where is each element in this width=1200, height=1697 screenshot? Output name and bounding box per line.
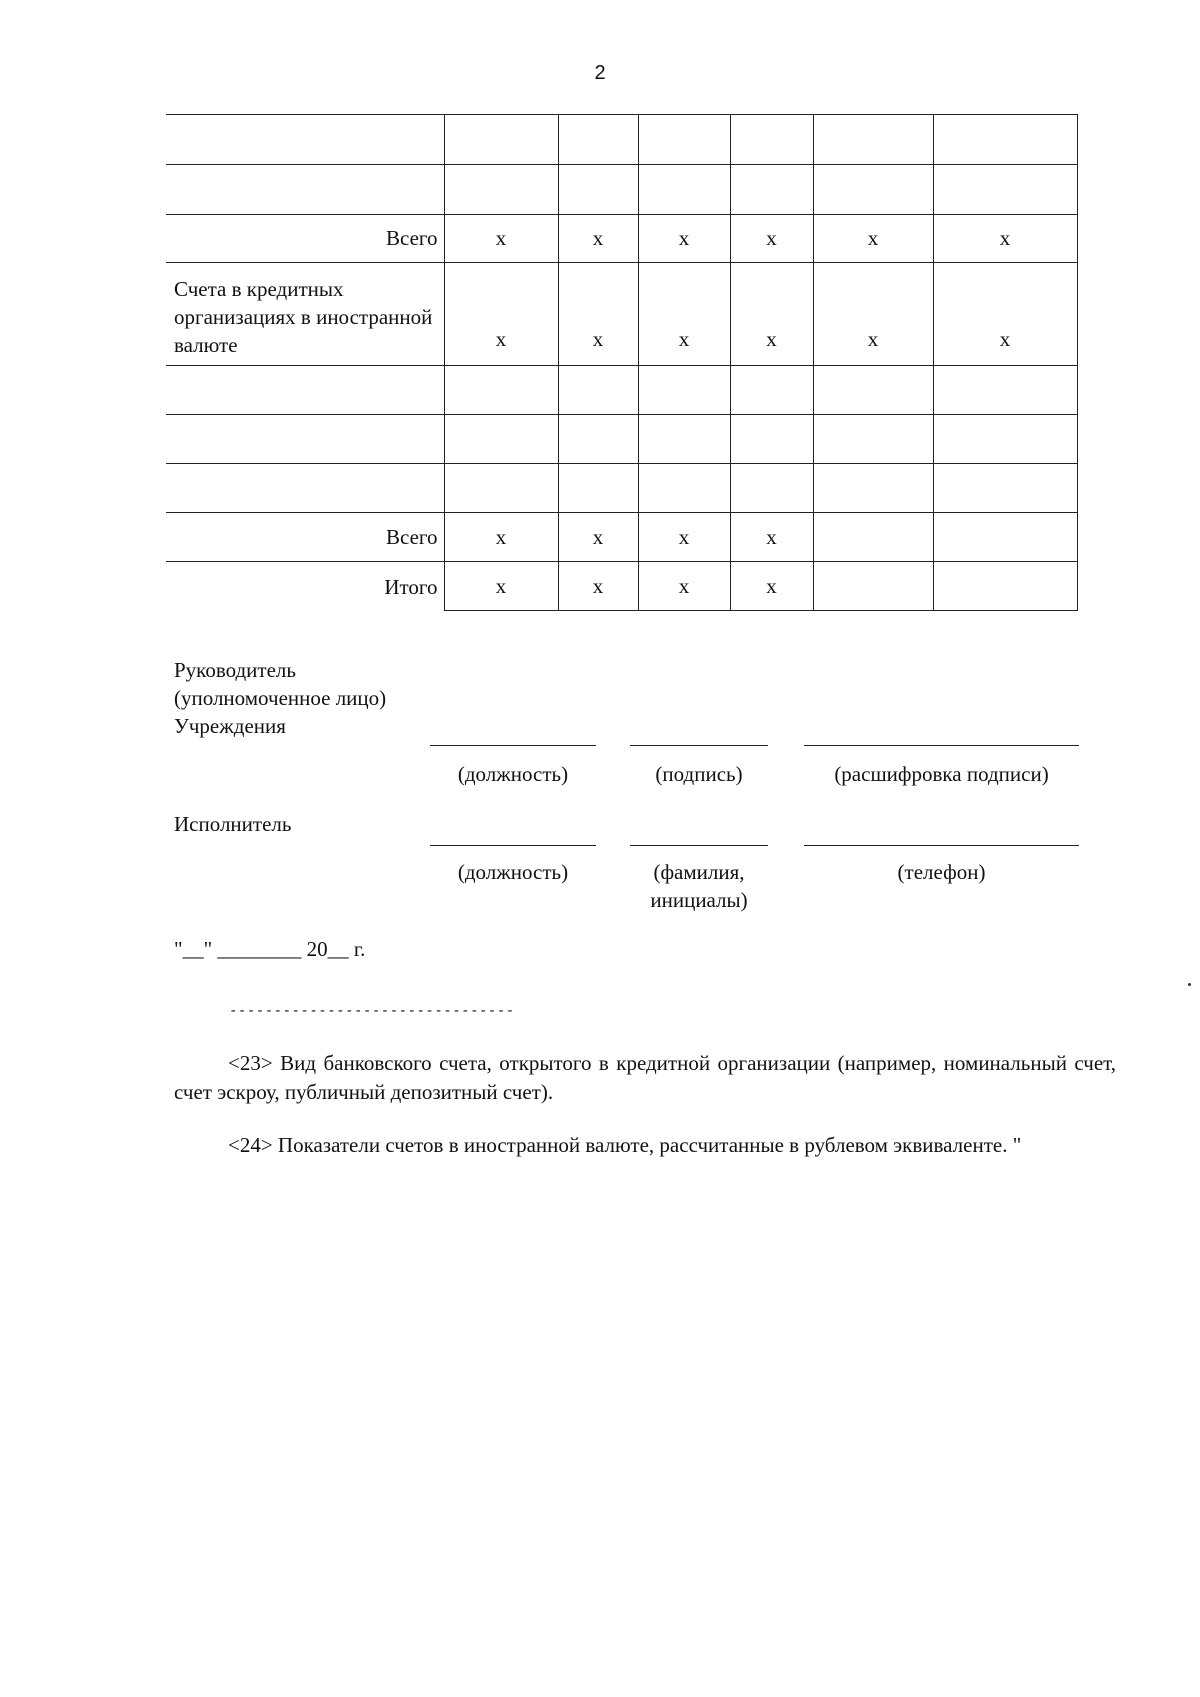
table-cell: x — [638, 562, 730, 611]
head-decoding-line — [804, 745, 1079, 746]
table-cell: x — [730, 513, 813, 562]
table-cell — [638, 415, 730, 464]
head-label-line3: Учреждения — [174, 714, 286, 738]
table-cell: x — [933, 263, 1077, 366]
table-cell — [444, 165, 558, 215]
table-cell — [933, 513, 1077, 562]
table-cell — [558, 115, 638, 165]
executor-caption-position: (должность) — [457, 860, 569, 884]
executor-caption-name-line2: инициалы) — [650, 888, 748, 912]
page-number: 2 — [594, 62, 606, 84]
table-cell — [933, 562, 1077, 611]
footnote-24: <24> Показатели счетов в иностранной валюте, рассчитанные в рублевом эквиваленте. " — [228, 1133, 1022, 1157]
accounts-table — [166, 114, 1078, 611]
table-cell — [813, 415, 933, 464]
table-cell — [730, 415, 813, 464]
row-label: Итого — [166, 562, 444, 611]
blank-label-cell — [166, 165, 444, 215]
blank-label-cell — [166, 115, 444, 165]
footnote-separator: -------------------------------- — [229, 1003, 515, 1019]
table-row — [166, 415, 1077, 464]
table-cell — [444, 115, 558, 165]
table-cell: x — [638, 215, 730, 263]
row-label: Всего — [166, 513, 444, 562]
table-cell: x — [813, 215, 933, 263]
executor-caption-name — [630, 858, 768, 914]
table-cell: x — [730, 263, 813, 366]
date-line: "__" ________ 20__ г. — [174, 937, 366, 961]
table-cell: x — [558, 562, 638, 611]
table-row — [166, 215, 1077, 263]
table-cell: x — [558, 513, 638, 562]
table-cell — [813, 513, 933, 562]
blank-label-cell — [166, 415, 444, 464]
head-label — [174, 656, 386, 740]
table-cell — [933, 366, 1077, 415]
table-cell — [813, 165, 933, 215]
table-cell: x — [558, 215, 638, 263]
table-cell: x — [444, 562, 558, 611]
table-cell — [933, 165, 1077, 215]
table-cell: x — [730, 215, 813, 263]
executor-label: Исполнитель — [174, 812, 292, 836]
table-row — [166, 562, 1077, 611]
table-row — [166, 513, 1077, 562]
executor-name-line — [630, 845, 768, 846]
table-cell — [444, 366, 558, 415]
table-cell: x — [813, 263, 933, 366]
table-cell — [444, 464, 558, 513]
table-row — [166, 165, 1077, 215]
table-cell: x — [638, 263, 730, 366]
section-label: Счета в кредитных организациях в иностранной валюте — [166, 263, 444, 366]
table-cell — [730, 165, 813, 215]
table-cell — [638, 165, 730, 215]
executor-position-line — [430, 845, 596, 846]
head-signature-line — [630, 745, 768, 746]
executor-caption-name-line1: (фамилия, — [653, 860, 745, 884]
table-cell: x — [444, 513, 558, 562]
table-cell — [813, 115, 933, 165]
table-cell: x — [638, 513, 730, 562]
table-cell — [730, 115, 813, 165]
row-label: Всего — [166, 215, 444, 263]
table-cell: x — [933, 215, 1077, 263]
table-cell — [558, 415, 638, 464]
table-cell — [730, 464, 813, 513]
table-cell: x — [444, 263, 558, 366]
table-cell — [558, 464, 638, 513]
table-cell — [813, 366, 933, 415]
blank-label-cell — [166, 366, 444, 415]
table-cell — [933, 415, 1077, 464]
table-cell — [638, 115, 730, 165]
table-cell — [558, 165, 638, 215]
table-cell: x — [558, 263, 638, 366]
head-caption-signature: (подпись) — [655, 762, 743, 786]
executor-caption-phone: (телефон) — [897, 860, 986, 884]
head-caption-position: (должность) — [457, 762, 569, 786]
head-position-line — [430, 745, 596, 746]
table-row — [166, 115, 1077, 165]
table-cell — [638, 366, 730, 415]
table-row — [166, 263, 1077, 366]
table-cell: x — [730, 562, 813, 611]
blank-label-cell — [166, 464, 444, 513]
table-cell — [933, 464, 1077, 513]
table-cell — [730, 366, 813, 415]
table-cell — [444, 415, 558, 464]
table-cell — [813, 562, 933, 611]
head-label-line1: Руководитель — [174, 658, 296, 682]
table-row — [166, 464, 1077, 513]
head-label-line2: (уполномоченное лицо) — [174, 686, 387, 710]
table-row — [166, 366, 1077, 415]
table-cell — [638, 464, 730, 513]
table-cell — [933, 115, 1077, 165]
executor-phone-line — [804, 845, 1079, 846]
head-caption-decoding: (расшифровка подписи) — [834, 762, 1049, 786]
table-cell: x — [444, 215, 558, 263]
footnote-23: <23> Вид банковского счета, открытого в кредитной организации (например, номинальный счет, счет эскроу, публичный депозитный счет). — [174, 1051, 1116, 1104]
scan-speck — [1188, 983, 1191, 986]
table-cell — [813, 464, 933, 513]
table-cell — [558, 366, 638, 415]
